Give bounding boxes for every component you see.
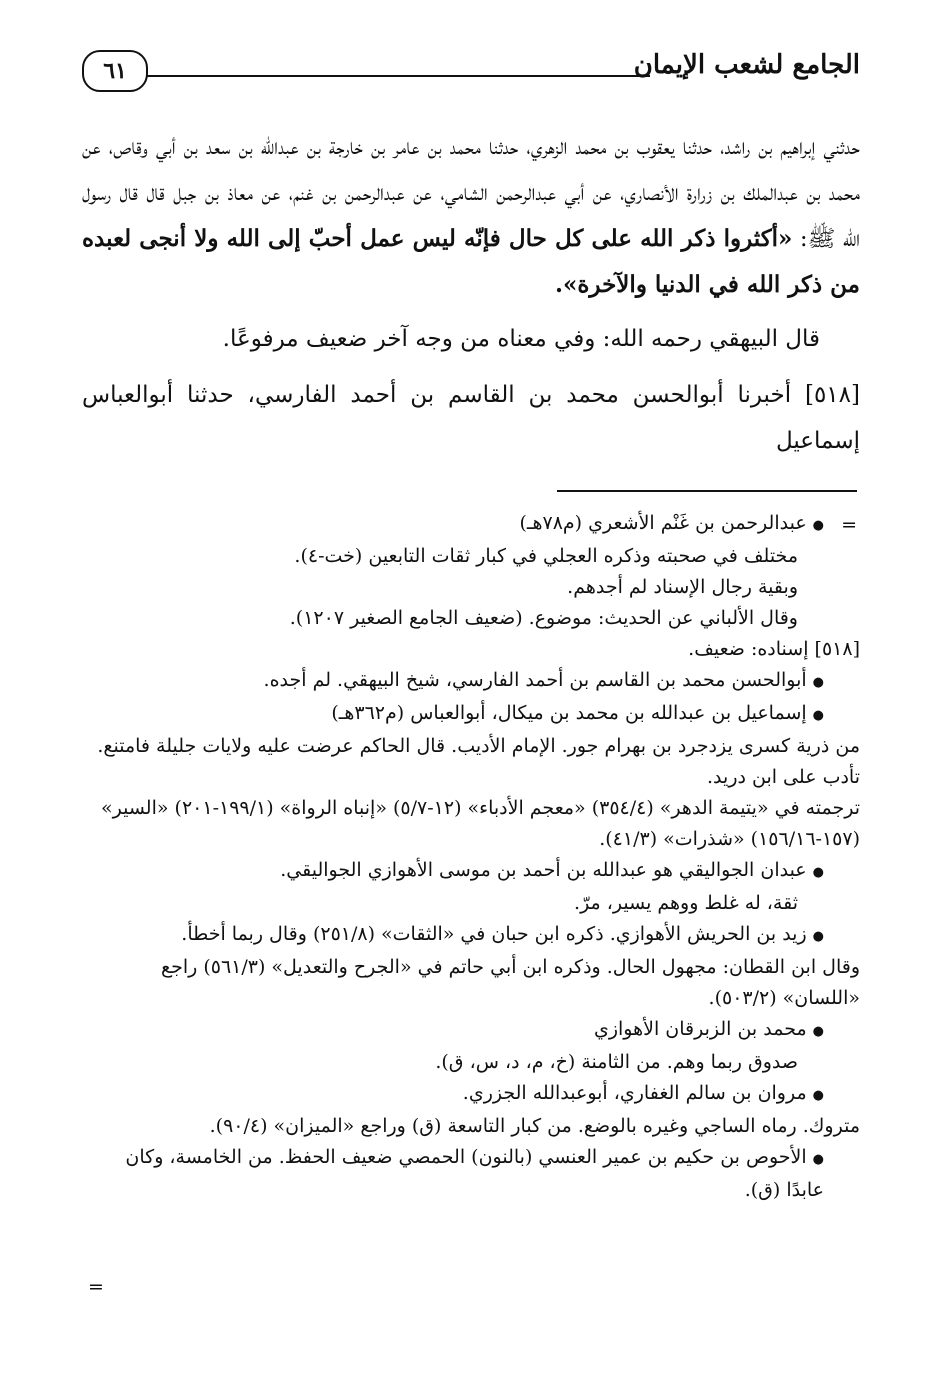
footnote-text: زيد بن الحريش الأهوازي. ذكره ابن حبان في «الثقات» (٢٥١/٨) وقال ربما أخطأ. — [181, 923, 807, 945]
footnote-line — [82, 572, 860, 603]
footnote-line — [82, 888, 860, 919]
footnote-text: وبقية رجال الإسناد لم أجدهم. — [567, 576, 798, 598]
footnote-text: صدوق ربما وهم. من الثامنة (خ، م، د، س، ق). — [435, 1051, 798, 1073]
footnote-line — [82, 1078, 860, 1111]
footnote-line — [82, 698, 860, 731]
isnad-text: حدثني إبراهيم بن راشد، حدثنا يعقوب بن محمد الزهري، حدثنا محمد بن عامر بن خارجة بن عبدالله بن سعد بن أبي وقاص، عن محمد بن عبدالملك بن زرارة الأنصاري، عن أبي عبدالرحمن الشامي، عن عبدالرحمن بن غنم، عن معاذ بن جبل قال قال رسول الله ﷺ: — [82, 134, 861, 252]
footnote-line — [82, 1047, 860, 1078]
footnote-line — [82, 665, 860, 698]
footnote-text: [٥١٨] إسناده: ضعيف. — [688, 638, 860, 660]
footnote-line — [82, 1014, 860, 1047]
footnote-text: عبدان الجواليقي هو عبدالله بن أحمد بن موسى الأهوازي الجواليقي. — [280, 859, 807, 881]
bullet-icon: ● — [812, 1152, 824, 1167]
footnote-line — [82, 541, 860, 572]
footnote-line — [82, 855, 860, 888]
footnote-text: وقال الألباني عن الحديث: موضوع. (ضعيف الجامع الصغير ١٢٠٧). — [289, 607, 798, 629]
footnote-text: متروك. رماه الساجي وغيره بالوضع. من كبار التاسعة (ق) وراجع «الميزان» (٩٠/٤). — [209, 1115, 860, 1137]
footnote-text: ثقة، له غلط ووهم يسير، مرّ. — [574, 892, 798, 914]
footnotes — [82, 508, 860, 1206]
isnad-paragraph — [82, 124, 860, 308]
bullet-icon: ● — [812, 708, 824, 723]
footnote-text: أبوالحسن محمد بن القاسم بن أحمد الفارسي، شيخ البيهقي. لم أجده. — [263, 669, 807, 691]
main-text — [82, 124, 860, 464]
page-number: ٦١ — [82, 50, 148, 92]
bullet-icon: ● — [812, 1024, 824, 1039]
page-header — [82, 42, 860, 98]
footnote-continuation-mark-bottom: = — [88, 1276, 104, 1298]
footnote-line — [82, 508, 860, 541]
footnote-text: مختلف في صحبته وذكره العجلي في كبار ثقات التابعين (خت-٤). — [294, 545, 798, 567]
bullet-icon: ● — [812, 518, 824, 533]
bullet-icon: ● — [812, 865, 824, 880]
hadith-matn: «أكثروا ذكر الله على كل حال فإنّه ليس عمل أحبّ إلى الله ولا أنجى لعبده من ذكر الله في الدنيا والآخرة». — [82, 225, 860, 298]
hadith-518-start: [٥١٨] أخبرنا أبوالحسن محمد بن القاسم بن أحمد الفارسي، حدثنا أبوالعباس إسماعيل — [82, 382, 860, 454]
footnote-line — [82, 731, 860, 793]
bullet-icon: ● — [812, 675, 824, 690]
bullet-icon: ● — [812, 1088, 824, 1103]
footnote-text: ترجمته في «يتيمة الدهر» (٣٥٤/٤) «معجم الأدباء» (١٢-٥/٧) «إنباه الرواة» (١٩٩/١-٢٠١) «السير» (١٥٧-١٥٦/١٦) «شذرات» (٤١/٣). — [101, 797, 860, 850]
footnote-line — [82, 1111, 860, 1142]
header-rule — [146, 75, 650, 77]
footnote-continuation-mark-top: = — [841, 514, 857, 536]
footnote-line — [82, 793, 860, 855]
footnote-text: من ذرية كسرى يزدجرد بن بهرام جور. الإمام الأديب. قال الحاكم عرضت عليه ولايات جليلة فامتنع. تأدب على ابن دريد. — [97, 735, 860, 788]
footnote-separator — [557, 490, 857, 492]
footnote-line — [82, 634, 860, 665]
footnote-line — [82, 919, 860, 952]
footnote-text: إسماعيل بن عبدالله بن محمد بن ميكال، أبوالعباس (م٣٦٢هـ) — [331, 702, 807, 724]
bullet-icon: ● — [812, 929, 824, 944]
footnote-line — [82, 952, 860, 1014]
footnote-text: الأحوص بن حكيم بن عمير العنسي (بالنون) الحمصي ضعيف الحفظ. من الخامسة، وكان عابدًا (ق). — [125, 1146, 824, 1201]
footnote-text: وقال ابن القطان: مجهول الحال. وذكره ابن أبي حاتم في «الجرح والتعديل» (٥٦١/٣) راجع «اللسان» (٥٠٣/٢). — [160, 956, 860, 1009]
footnote-text: محمد بن الزبرقان الأهوازي — [593, 1018, 807, 1040]
running-title: الجامع لشعب الإيمان — [633, 50, 860, 80]
bayhaqi-comment: قال البيهقي رحمه الله: وفي معناه من وجه آخر ضعيف مرفوعًا. — [222, 326, 820, 352]
footnote-text: مروان بن سالم الغفاري، أبوعبدالله الجزري. — [462, 1082, 807, 1104]
footnote-text: عبدالرحمن بن غَنْم الأشعري (م٧٨هـ) — [519, 512, 807, 534]
footnote-line — [82, 1142, 860, 1206]
footnote-line — [82, 603, 860, 634]
